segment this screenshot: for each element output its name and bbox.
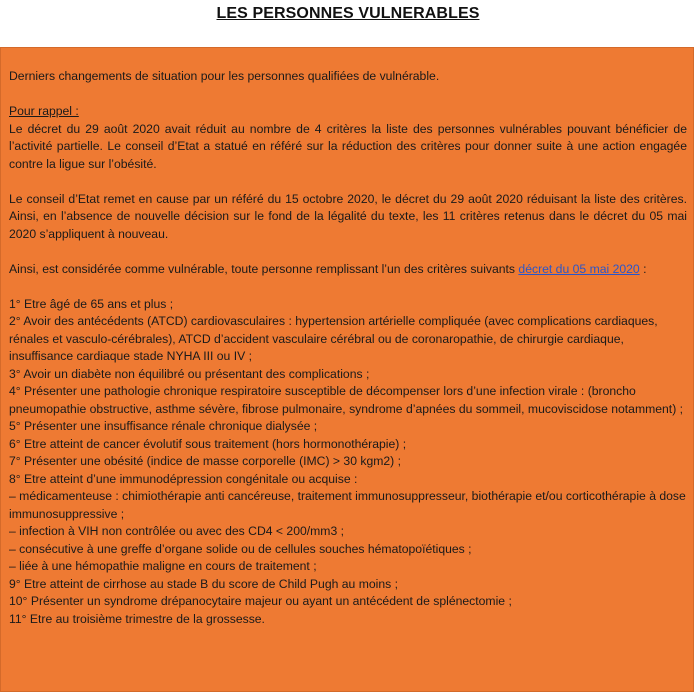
spacer [9, 278, 687, 296]
page-title: LES PERSONNES VULNERABLES [216, 5, 480, 22]
criteres-intro-text: Ainsi, est considérée comme vulnérable, toute personne remplissant l’un des critères suivants [9, 261, 519, 276]
page-header [0, 0, 696, 30]
header-spacer [0, 27, 696, 47]
criteres-intro-suffix: : [639, 261, 647, 276]
content-box [0, 47, 694, 692]
paragraph-criteres-intro [9, 261, 687, 279]
criteria-item: 3° Avoir un diabète non équilibré ou présentant des complications ; [9, 366, 370, 381]
criteria-item: 1° Etre âgé de 65 ans et plus ; [9, 296, 174, 311]
criteria-subitem: – liée à une hémopathie maligne en cours de traitement ; [9, 559, 317, 573]
criteria-item: 7° Présenter une obésité (indice de masse corporelle (IMC) > 30 kgm2) ; [9, 454, 402, 468]
criteria-item: 11° Etre au troisième trimestre de la grossesse. [9, 611, 265, 626]
spacer [9, 173, 687, 191]
criteria-list [9, 296, 687, 629]
criteria-item: 10° Présenter un syndrome drépanocytaire majeur ou ayant un antécédent de splénectomie ; [9, 594, 512, 608]
spacer [9, 243, 687, 261]
criteria-subitem: – médicamenteuse : chimiothérapie anti cancéreuse, traitement immunosuppresseur, biothérapie et/ou corticothérapie à dose immunosuppressive ; [9, 489, 686, 521]
paragraph-conseil-etat: Le conseil d’Etat remet en cause par un référé du 15 octobre 2020, le décret du 29 août 2020 réduisant la liste des critères. Ainsi, en l’absence de nouvelle décision sur le fond de la légalité du texte, les 11 critères retenus dans le décret du 05 mai 2020 s’appliquent à nouveau. [9, 191, 687, 241]
criteria-item: 2° Avoir des antécédents (ATCD) cardiovasculaires : hypertension artérielle compliquée (avec complications cardiaques, rénales et vasculo-cérébrales), ATCD d’accident vasculaire cérébral ou de coronaropathie, de chirurgie cardiaque, insuffisance cardiaque stade NYHA III ou IV ; [9, 314, 658, 363]
criteria-item: 6° Etre atteint de cancer évolutif sous traitement (hors hormonothérapie) ; [9, 436, 407, 451]
paragraph-decret-aout: Le décret du 29 août 2020 avait réduit au nombre de 4 critères la liste des personnes vulnérables pouvant bénéficier de l’activité partielle. Le conseil d’Etat a statué en référé sur la réduction des critères pour donner suite à une action engagée contre la ligue sur l’obésité. [9, 121, 687, 171]
criteria-item: 4° Présenter une pathologie chronique respiratoire susceptible de décompenser lors d’une infection virale : (broncho pneumopathie obstructive, asthme sévère, fibrose pulmonaire, syndrome d’apnées du sommeil, mucoviscidose notamment) ; [9, 384, 684, 416]
spacer [9, 86, 687, 104]
intro-text: Derniers changements de situation pour les personnes qualifiées de vulnérable. [9, 69, 440, 83]
criteria-subitem: – infection à VIH non contrôlée ou avec des CD4 < 200/mm3 ; [9, 524, 345, 538]
criteria-item: 5° Présenter une insuffisance rénale chronique dialysée ; [9, 419, 318, 433]
criteria-subitem: – consécutive à une greffe d’organe solide ou de cellules souches hématopoïétiques ; [9, 541, 472, 556]
criteria-item: 9° Etre atteint de cirrhose au stade B du score de Child Pugh au moins ; [9, 576, 399, 591]
rappel-label: Pour rappel : [9, 104, 79, 118]
decret-mai-link[interactable]: décret du 05 mai 2020 [518, 261, 640, 276]
criteria-item: 8° Etre atteint d’une immunodépression congénitale ou acquise : [9, 471, 358, 486]
